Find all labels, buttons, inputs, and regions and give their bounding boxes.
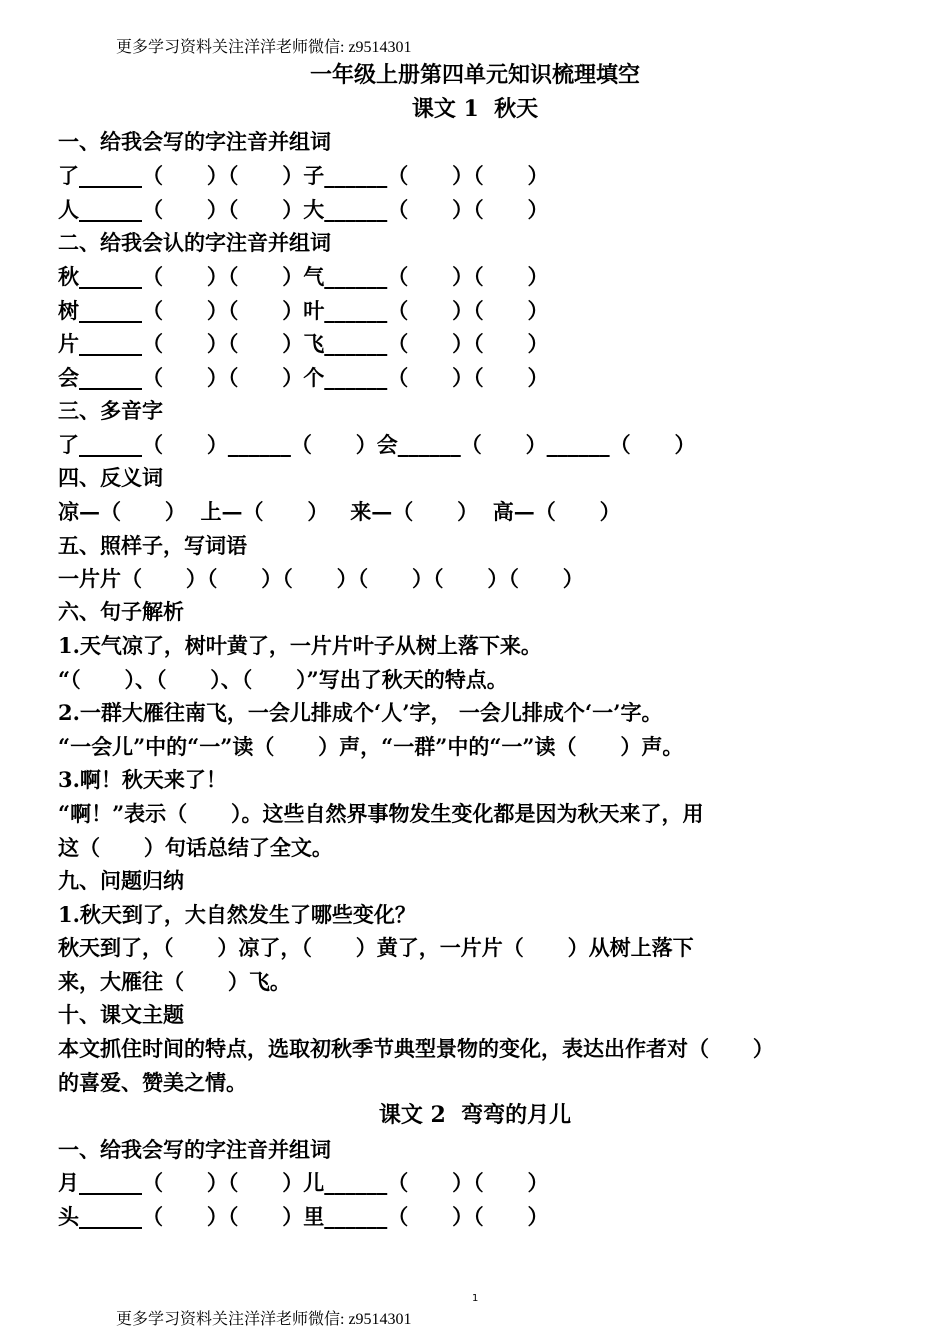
l1-s5-heading: 五、照样子，写词语 bbox=[58, 533, 247, 558]
l1-s4-row: 凉—（ ） 上—（ ） 来—（ ） 高—（ ） bbox=[58, 499, 621, 524]
l2-s1-heading: 一、给我会写的字注音并组词 bbox=[58, 1137, 331, 1162]
l1-s10-heading: 十、课文主题 bbox=[58, 1002, 184, 1027]
l1-s2-heading: 二、给我会认的字注音并组词 bbox=[58, 230, 331, 255]
l1-s2-row: 片______（ ）（ ）飞______（ ）（ ） bbox=[58, 331, 549, 356]
l2-s1-row: 头______（ ）（ ）里______（ ）（ ） bbox=[58, 1204, 549, 1229]
l1-s6-line: “（ ）、（ ）、（ ）”写出了秋天的特点。 bbox=[58, 667, 508, 692]
l1-s6-heading: 六、句子解析 bbox=[58, 599, 184, 624]
l1-s9-heading: 九、问题归纳 bbox=[58, 868, 184, 893]
bottom-footer-note: 更多学习资料关注洋洋老师微信: z9514301 bbox=[116, 1311, 412, 1328]
l1-s1-row: 人______（ ）（ ）大______（ ）（ ） bbox=[58, 197, 549, 222]
l1-s1-heading: 一、给我会写的字注音并组词 bbox=[58, 129, 331, 154]
l1-s6-line: “啊！”表示（ ）。这些自然界事物发生变化都是因为秋天来了，用 bbox=[58, 801, 704, 826]
l1-s2-row: 秋______（ ）（ ）气______（ ）（ ） bbox=[58, 264, 549, 289]
l1-s6-line: 1.天气凉了，树叶黄了，一片片叶子从树上落下来。 bbox=[58, 633, 542, 658]
page-title: 一年级上册第四单元知识梳理填空 bbox=[309, 62, 640, 88]
l1-s6-line: “一会儿”中的“一”读（ ）声，“一群”中的“一”读（ ）声。 bbox=[58, 734, 684, 759]
l1-s10-line: 本文抓住时间的特点，选取初秋季节典型景物的变化，表达出作者对（ ） bbox=[58, 1036, 774, 1061]
l1-s2-row: 树______（ ）（ ）叶______（ ）（ ） bbox=[58, 298, 549, 323]
lesson1-title: 课文 1 秋天 bbox=[411, 96, 539, 122]
l2-s1-row: 月______（ ）（ ）儿______（ ）（ ） bbox=[58, 1170, 549, 1195]
l1-s3-row: 了______（ ）______（ ）会______（ ）______（ ） bbox=[58, 432, 696, 457]
l1-s3-heading: 三、多音字 bbox=[58, 398, 163, 423]
lesson2-title: 课文 2 弯弯的月儿 bbox=[378, 1102, 572, 1128]
l1-s6-line: 2.一群大雁往南飞，一会儿排成个‘人’字， 一会儿排成个‘一’字。 bbox=[58, 700, 663, 725]
l1-s6-line: 3.啊！秋天来了！ bbox=[58, 767, 227, 792]
l1-s6-line: 这（ ）句话总结了全文。 bbox=[58, 835, 333, 860]
page-number: 1 bbox=[472, 1293, 479, 1304]
l1-s9-line: 1.秋天到了，大自然发生了哪些变化？ bbox=[58, 902, 416, 927]
l1-s4-heading: 四、反义词 bbox=[58, 465, 163, 490]
top-header-note: 更多学习资料关注洋洋老师微信: z9514301 bbox=[116, 39, 412, 56]
l1-s9-line: 秋天到了，（ ）凉了，（ ）黄了，一片片（ ）从树上落下 bbox=[58, 935, 694, 960]
l1-s2-row: 会______（ ）（ ）个______（ ）（ ） bbox=[58, 365, 549, 390]
l1-s1-row: 了______（ ）（ ）子______（ ）（ ） bbox=[58, 163, 549, 188]
l1-s10-line: 的喜爱、赞美之情。 bbox=[58, 1070, 247, 1095]
l1-s5-row: 一片片（ ）（ ）（ ）（ ）（ ）（ ） bbox=[58, 566, 584, 591]
l1-s9-line: 来，大雁往（ ）飞。 bbox=[58, 969, 291, 994]
